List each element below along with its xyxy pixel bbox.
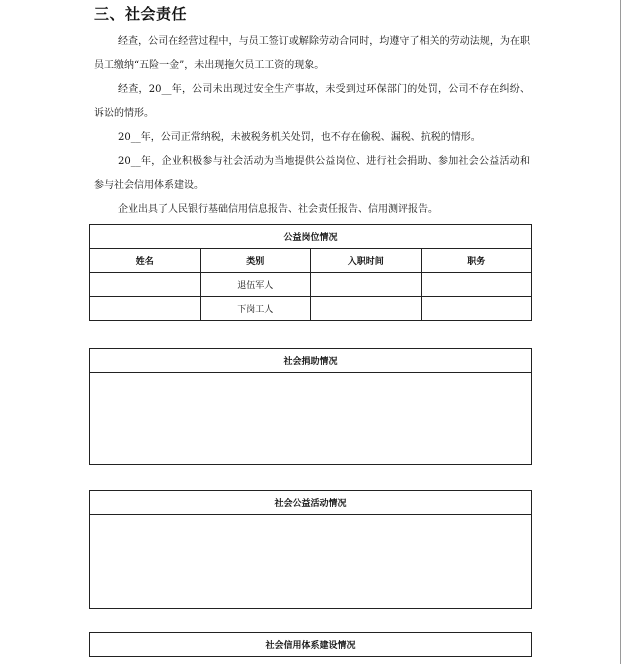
credit-system-caption: 社会信用体系建设情况: [90, 633, 532, 657]
column-header-category: 类别: [200, 249, 311, 273]
table-header-row: [90, 249, 532, 273]
cell-name: [90, 297, 201, 321]
public-activity-caption: 社会公益活动情况: [90, 491, 532, 515]
donation-body: [90, 373, 532, 465]
cell-position: [421, 273, 532, 297]
paragraph-safety: 经查，20__年，公司未出现过安全生产事故，未受到过环保部门的处罚，公司不存在纠纷、诉讼的情形。: [94, 84, 530, 119]
cell-position: [421, 297, 532, 321]
column-header-name: 姓名: [90, 249, 201, 273]
cell-hire-date: [311, 297, 422, 321]
cell-hire-date: [311, 273, 422, 297]
column-header-position: 职务: [421, 249, 532, 273]
paragraph-labor: 经查，公司在经营过程中，与员工签订或解除劳动合同时，均遵守了相关的劳动法规，为在职员工缴纳“五险一金”，未出现拖欠员工工资的现象。: [94, 36, 530, 71]
donation-table: [89, 348, 532, 465]
public-jobs-caption: 公益岗位情况: [90, 225, 532, 249]
paragraph-tax: 20__年，公司正常纳税，未被税务机关处罚，也不存在偷税、漏税、抗税的情形。: [118, 132, 481, 143]
cell-category: 下岗工人: [200, 297, 311, 321]
public-activity-body: [90, 515, 532, 609]
cell-category: 退伍军人: [200, 273, 311, 297]
donation-caption: 社会捐助情况: [90, 349, 532, 373]
credit-system-table: [89, 632, 532, 657]
table-row: [90, 273, 532, 297]
public-jobs-table: [89, 224, 532, 321]
cell-name: [90, 273, 201, 297]
section-heading: 三、社会责任: [94, 5, 188, 23]
table-row: [90, 297, 532, 321]
column-header-hire-date: 入职时间: [311, 249, 422, 273]
public-activity-table: [89, 490, 532, 609]
paragraph-reports: 企业出具了人民银行基础信用信息报告、社会责任报告、信用测评报告。: [118, 204, 438, 215]
paragraph-social-activity: 20__年，企业积极参与社会活动为当地提供公益岗位、进行社会捐助、参加社会公益活动和参与社会信用体系建设。: [94, 156, 530, 191]
